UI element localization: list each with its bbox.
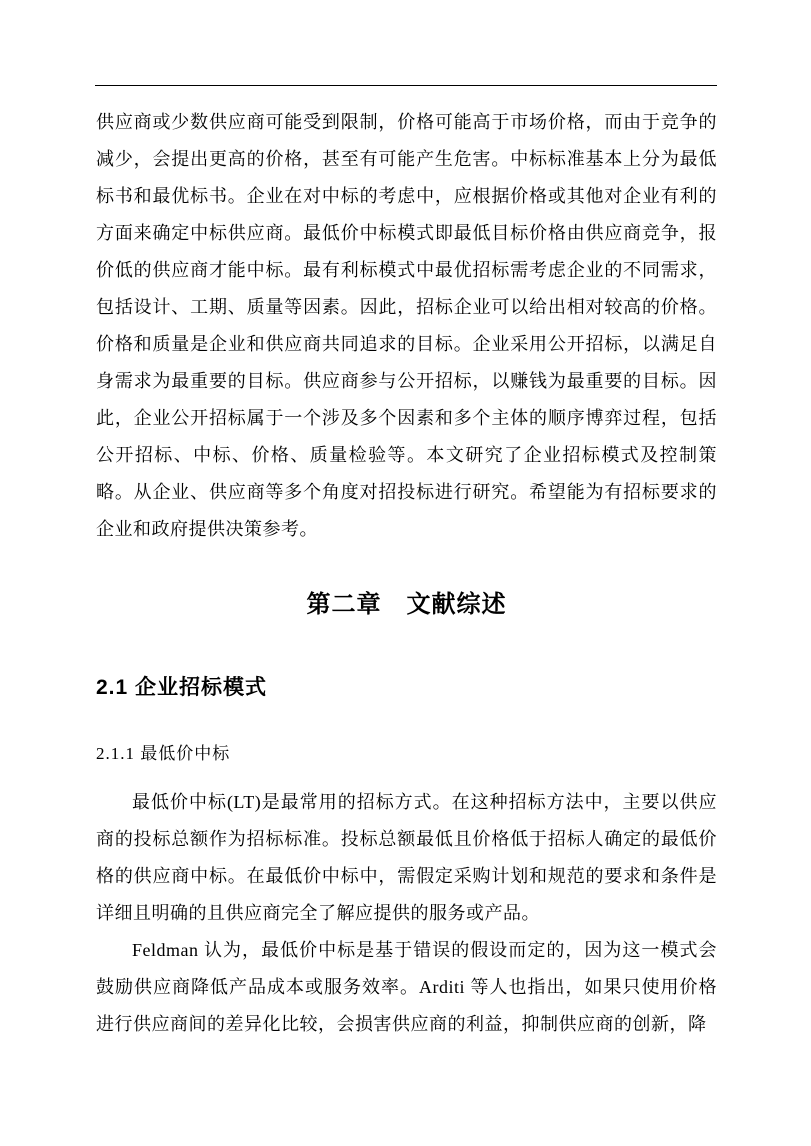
page-header-rule (95, 85, 717, 86)
chapter-title: 第二章 文献综述 (306, 592, 507, 618)
continuation-paragraph: 供应商或少数供应商可能受到限制，价格可能高于市场价格，而由于竞争的减少，会提出更高的价格，甚至有可能产生危害。中标标准基本上分为最低标书和最优标书。企业在对中标的考虑中，应根据价格或其他对企业有利的方面来确定中标供应商。最低价中标模式即最低目标价格由供应商竞争，报价低的供应商才能中标。最有利标模式中最优招标需考虑企业的不同需求，包括设计、工期、质量等因素。因此，招标企业可以给出相对较高的价格。价格和质量是企业和供应商共同追求的目标。企业采用公开招标，以满足自身需求为最重要的目标。供应商参与公开招标，以赚钱为最重要的目标。因此，企业公开招标属于一个涉及多个因素和多个主体的顺序博弈过程，包括公开招标、中标、价格、质量检验等。本文研究了企业招标模式及控制策略。从企业、供应商等多个角度对招投标进行研究。希望能为有招标要求的企业和政府提供决策参考。 (96, 112, 717, 539)
section-title: 2.1 企业招标模式 (96, 676, 268, 699)
body-text-block (96, 784, 717, 1043)
paragraph-lowest-price-definition: 最低价中标(LT)是最常用的招标方式。在这种招标方法中，主要以供应商的投标总额作为招标标准。投标总额最低且价格低于招标人确定的最低价格的供应商中标。在最低价中标中，需假定采购计划和规范的要求和条件是详细且明确的且供应商完全了解应提供的服务或产品。 (96, 792, 717, 923)
paragraph-feldman-arditi: Feldman 认为，最低价中标是基于错误的假设而定的，因为这一模式会鼓励供应商降低产品成本或服务效率。Arditi 等人也指出，如果只使用价格进行供应商间的差异化比较，会损害供应商的利益，抑制供应商的创新，降 (96, 940, 717, 1034)
subsection-title: 2.1.1 最低价中标 (96, 744, 231, 763)
